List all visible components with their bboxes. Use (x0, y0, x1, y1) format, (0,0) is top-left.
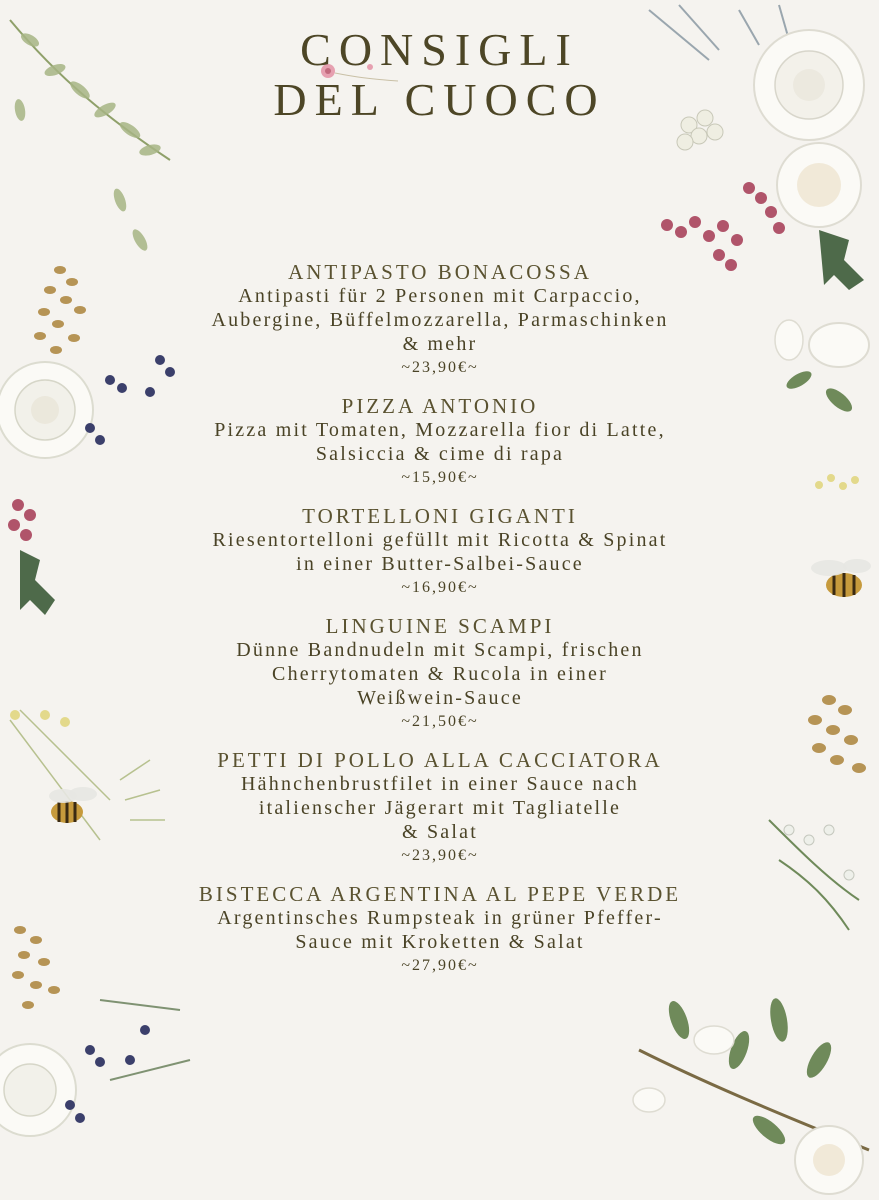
item-price: ~15,90€~ (401, 469, 479, 486)
item-description-line: Weißwein-Sauce (357, 687, 523, 709)
item-price: ~21,50€~ (401, 713, 479, 730)
item-name: PIZZA ANTONIO (341, 394, 539, 418)
menu-item (150, 614, 730, 734)
item-description-line: & Salat (402, 821, 478, 843)
item-description-line: Argentinsches Rumpsteak in grüner Pfeffer- (217, 907, 663, 929)
page-title-line-1: CONSIGLI (300, 24, 579, 75)
item-name: ANTIPASTO BONACOSSA (288, 260, 592, 284)
item-price: ~23,90€~ (401, 847, 479, 864)
page-title-line-2: DEL CUOCO (273, 74, 606, 125)
item-description-line: italienscher Jägerart mit Tagliatelle (258, 797, 622, 819)
menu-item (150, 394, 730, 490)
item-price: ~16,90€~ (401, 579, 479, 596)
menu-item (150, 882, 730, 978)
item-description-line: in einer Butter-Salbei-Sauce (296, 553, 584, 575)
bee-icon-right (811, 559, 871, 597)
item-description-line: Antipasti für 2 Personen mit Carpaccio, (238, 285, 642, 307)
bee-icon (35, 780, 105, 840)
item-description-line: Hähnchenbrustfilet in einer Sauce nach (241, 773, 639, 795)
item-description-line: Pizza mit Tomaten, Mozzarella fior di Latte, (214, 419, 666, 441)
item-name: TORTELLONI GIGANTI (302, 504, 578, 528)
menu-item (150, 260, 730, 380)
item-description-line: Salsiccia & cime di rapa (315, 443, 565, 465)
item-description-line: & mehr (402, 333, 478, 355)
menu-item (150, 504, 730, 600)
item-name: LINGUINE SCAMPI (325, 614, 555, 638)
item-name: PETTI DI POLLO ALLA CACCIATORA (217, 748, 663, 772)
menu-list (150, 260, 730, 992)
item-description-line: Sauce mit Kroketten & Salat (295, 931, 585, 953)
item-description-line: Cherrytomaten & Rucola in einer (272, 663, 608, 685)
item-description-line: Riesentortelloni gefüllt mit Ricotta & Spinat (212, 529, 668, 551)
item-description-line: Aubergine, Büffelmozzarella, Parmaschinken (211, 309, 669, 331)
item-price: ~27,90€~ (401, 957, 479, 974)
item-price: ~23,90€~ (401, 359, 479, 376)
menu-item (150, 748, 730, 868)
item-description-line: Dünne Bandnudeln mit Scampi, frischen (236, 639, 644, 661)
item-name: BISTECCA ARGENTINA AL PEPE VERDE (198, 882, 682, 906)
